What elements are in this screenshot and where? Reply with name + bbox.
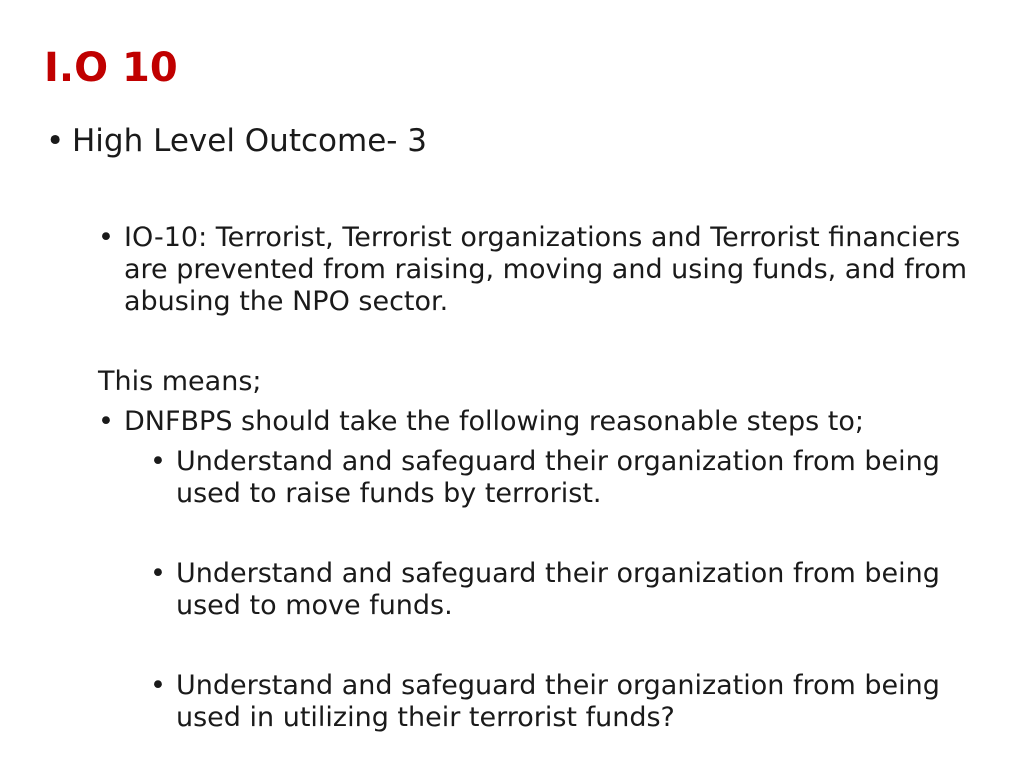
- bullet-dnfbps: [98, 406, 978, 438]
- step-item: [150, 446, 980, 510]
- bullet-io-statement: [98, 222, 978, 318]
- slide-title: I.O 10: [44, 45, 178, 91]
- bullet-icon: •: [98, 222, 114, 253]
- bullet-icon: •: [46, 123, 65, 159]
- dnfbps-text: DNFBPS should take the following reasonable steps to;: [124, 406, 864, 437]
- this-means-text: This means;: [98, 366, 262, 397]
- step-text: Understand and safeguard their organization from being used to move funds.: [176, 558, 940, 621]
- io-statement-text: IO-10: Terrorist, Terrorist organizations and Terrorist financiers are prevented from raising, moving and using funds, and from abusing the NPO sector.: [124, 222, 968, 317]
- bullet-icon: •: [150, 558, 166, 589]
- step-text: Understand and safeguard their organization from being used to raise funds by terrorist.: [176, 446, 940, 509]
- bullet-icon: •: [150, 670, 166, 701]
- bullet-icon: •: [150, 446, 166, 477]
- high-level-outcome-text: High Level Outcome- 3: [72, 123, 428, 159]
- bullet-icon: •: [98, 406, 114, 437]
- bullet-high-level-outcome: [46, 120, 986, 162]
- step-text: Understand and safeguard their organization from being used in utilizing their terrorist funds?: [176, 670, 940, 733]
- step-item: [150, 670, 980, 734]
- step-item: [150, 558, 980, 622]
